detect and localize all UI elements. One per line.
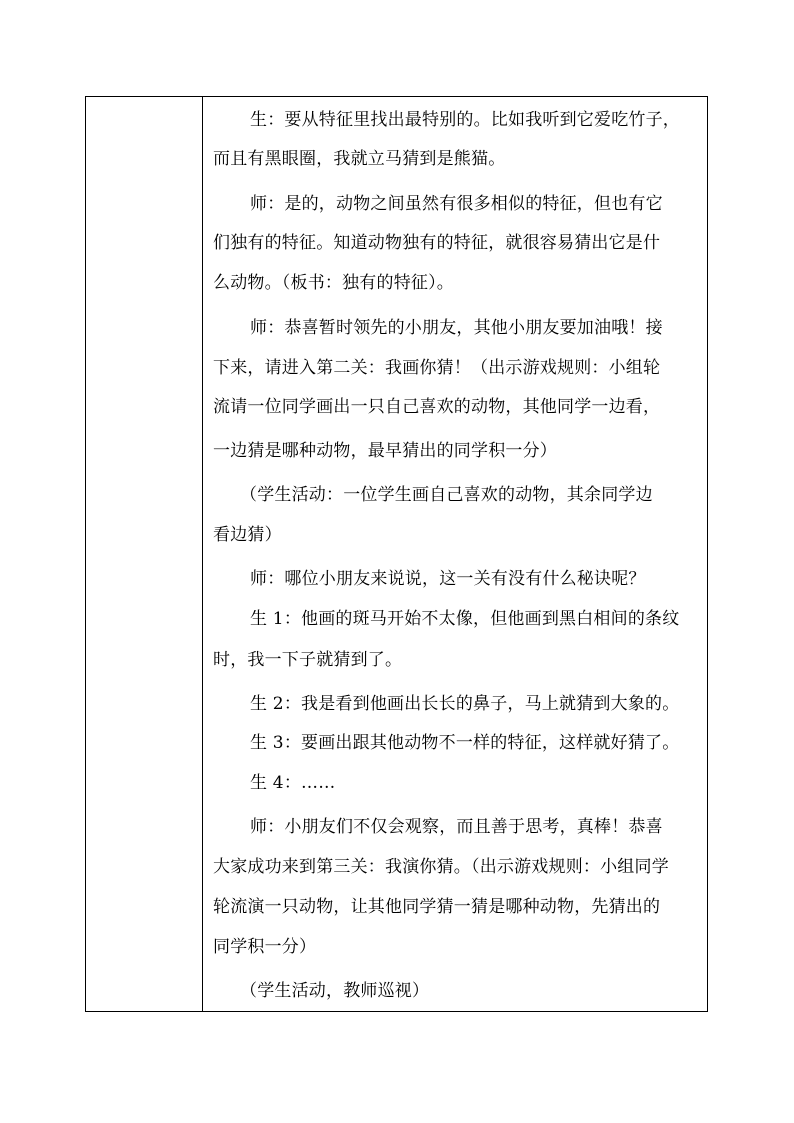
paragraph-line: 看边猜） bbox=[213, 525, 282, 545]
paragraph-line: 时，我一下子就猜到了。 bbox=[213, 650, 403, 670]
paragraph-line: 而且有黑眼圈，我就立马猜到是熊猫。 bbox=[213, 149, 506, 169]
paragraph-line: 师：小朋友们不仅会观察，而且善于思考，真棒！恭喜 bbox=[250, 817, 663, 837]
paragraph-line: 同学积一分） bbox=[213, 937, 317, 957]
paragraph-line: 们独有的特征。知道动物独有的特征，就很容易猜出它是什 bbox=[213, 233, 661, 253]
paragraph-line: 下来，请进入第二关：我画你猜！（出示游戏规则：小组轮 bbox=[213, 358, 661, 378]
paragraph-line: 生 2：我是看到他画出长长的鼻子，马上就猜到大象的。 bbox=[250, 694, 680, 714]
paragraph-line: 生 4：…… bbox=[250, 773, 336, 793]
paragraph-line: 一边猜是哪种动物，最早猜出的同学积一分） bbox=[213, 441, 557, 461]
paragraph-line: 生：要从特征里找出最特别的。比如我听到它爱吃竹子， bbox=[250, 110, 680, 130]
paragraph-line: 么动物。（板书：独有的特征）。 bbox=[213, 273, 454, 293]
paragraph-line: （学生活动：一位学生画自己喜欢的动物，其余同学边 bbox=[240, 485, 653, 505]
paragraph-line: （学生活动，教师巡视） bbox=[240, 981, 430, 1001]
paragraph-line: 轮流演一只动物，让其他同学猜一猜是哪种动物，先猜出的 bbox=[213, 897, 661, 917]
paragraph-line: 生 3：要画出跟其他动物不一样的特征，这样就好猜了。 bbox=[250, 733, 680, 753]
paragraph-line: 师：恭喜暂时领先的小朋友，其他小朋友要加油哦！接 bbox=[250, 318, 663, 338]
paragraph-line: 生 1：他画的斑马开始不太像，但他画到黑白相间的条纹 bbox=[250, 609, 680, 629]
paragraph-line: 大家成功来到第三关：我演你猜。（出示游戏规则：小组同学 bbox=[213, 857, 669, 877]
table-content-cell bbox=[203, 97, 707, 1011]
lesson-table bbox=[85, 96, 708, 1012]
paragraph-line: 流请一位同学画出一只自己喜欢的动物，其他同学一边看， bbox=[213, 397, 661, 417]
paragraph-line: 师：哪位小朋友来说说，这一关有没有什么秘诀呢？ bbox=[250, 569, 646, 589]
table-left-cell bbox=[86, 97, 203, 1011]
paragraph-line: 师：是的，动物之间虽然有很多相似的特征，但也有它 bbox=[250, 194, 663, 214]
